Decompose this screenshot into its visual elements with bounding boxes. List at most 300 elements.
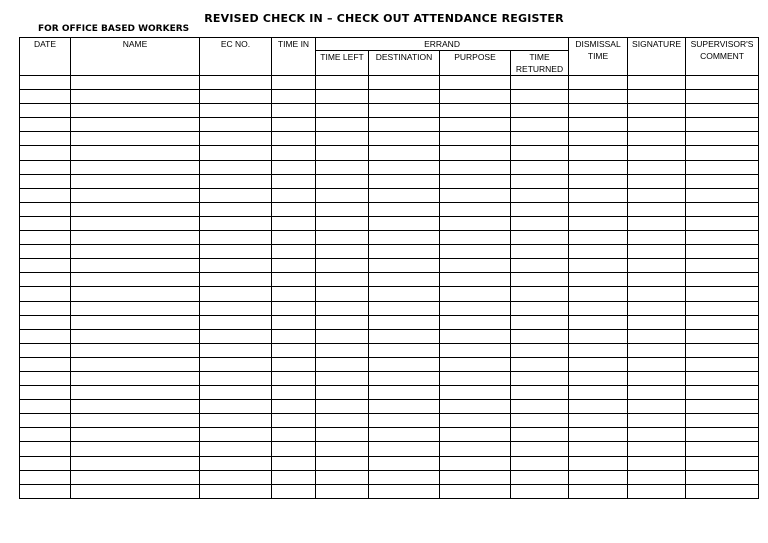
table-row (20, 202, 759, 216)
cell-dismissal-time (569, 76, 628, 90)
cell-signature (628, 202, 686, 216)
cell-dismissal-time (569, 104, 628, 118)
cell-ec-no (200, 259, 272, 273)
cell-name (71, 371, 200, 385)
cell-time-left (316, 470, 369, 484)
cell-date (20, 456, 71, 470)
table-row (20, 343, 759, 357)
cell-time-left (316, 329, 369, 343)
cell-date (20, 188, 71, 202)
cell-time-in (272, 414, 316, 428)
cell-time-returned (511, 202, 569, 216)
cell-dismissal-time (569, 470, 628, 484)
cell-ec-no (200, 301, 272, 315)
cell-time-left (316, 357, 369, 371)
cell-signature (628, 132, 686, 146)
table-row (20, 428, 759, 442)
cell-time-in (272, 202, 316, 216)
subheader-destination: DESTINATION (369, 51, 440, 76)
cell-time-returned (511, 456, 569, 470)
cell-purpose (440, 414, 511, 428)
cell-dismissal-time (569, 414, 628, 428)
cell-time-returned (511, 287, 569, 301)
table-row (20, 146, 759, 160)
cell-ec-no (200, 245, 272, 259)
cell-ec-no (200, 343, 272, 357)
cell-time-returned (511, 357, 569, 371)
cell-signature (628, 90, 686, 104)
table-row (20, 400, 759, 414)
cell-supervisor-comment (686, 287, 759, 301)
cell-time-returned (511, 315, 569, 329)
cell-purpose (440, 188, 511, 202)
cell-supervisor-comment (686, 484, 759, 498)
cell-time-in (272, 343, 316, 357)
cell-supervisor-comment (686, 273, 759, 287)
cell-name (71, 315, 200, 329)
cell-dismissal-time (569, 400, 628, 414)
table-row (20, 456, 759, 470)
table-row (20, 132, 759, 146)
cell-time-in (272, 357, 316, 371)
cell-purpose (440, 146, 511, 160)
cell-ec-no (200, 428, 272, 442)
cell-signature (628, 273, 686, 287)
table-row (20, 259, 759, 273)
cell-signature (628, 315, 686, 329)
cell-supervisor-comment (686, 216, 759, 230)
cell-time-left (316, 76, 369, 90)
cell-dismissal-time (569, 442, 628, 456)
cell-destination (369, 329, 440, 343)
cell-date (20, 414, 71, 428)
cell-time-returned (511, 160, 569, 174)
cell-date (20, 216, 71, 230)
cell-purpose (440, 315, 511, 329)
cell-time-returned (511, 371, 569, 385)
cell-date (20, 371, 71, 385)
cell-destination (369, 132, 440, 146)
subheader-time-returned: TIME RETURNED (511, 51, 569, 76)
cell-time-in (272, 301, 316, 315)
cell-destination (369, 428, 440, 442)
cell-supervisor-comment (686, 132, 759, 146)
cell-time-returned (511, 329, 569, 343)
cell-dismissal-time (569, 329, 628, 343)
cell-supervisor-comment (686, 470, 759, 484)
table-row (20, 414, 759, 428)
cell-destination (369, 414, 440, 428)
subheader-purpose: PURPOSE (440, 51, 511, 76)
cell-time-in (272, 400, 316, 414)
table-row (20, 329, 759, 343)
cell-name (71, 428, 200, 442)
cell-time-left (316, 484, 369, 498)
cell-supervisor-comment (686, 202, 759, 216)
attendance-register-table (19, 37, 759, 499)
cell-date (20, 287, 71, 301)
cell-time-returned (511, 118, 569, 132)
cell-supervisor-comment (686, 160, 759, 174)
cell-supervisor-comment (686, 386, 759, 400)
cell-name (71, 245, 200, 259)
register-title: REVISED CHECK IN – CHECK OUT ATTENDANCE REGISTER (204, 12, 564, 25)
cell-purpose (440, 174, 511, 188)
table-row (20, 216, 759, 230)
cell-dismissal-time (569, 90, 628, 104)
cell-dismissal-time (569, 132, 628, 146)
cell-ec-no (200, 442, 272, 456)
cell-purpose (440, 90, 511, 104)
cell-signature (628, 484, 686, 498)
cell-date (20, 442, 71, 456)
cell-name (71, 76, 200, 90)
cell-destination (369, 442, 440, 456)
cell-dismissal-time (569, 456, 628, 470)
cell-date (20, 484, 71, 498)
cell-signature (628, 146, 686, 160)
cell-purpose (440, 400, 511, 414)
cell-time-left (316, 174, 369, 188)
table-row (20, 484, 759, 498)
cell-purpose (440, 428, 511, 442)
cell-dismissal-time (569, 259, 628, 273)
cell-time-left (316, 216, 369, 230)
cell-supervisor-comment (686, 231, 759, 245)
cell-time-returned (511, 386, 569, 400)
cell-supervisor-comment (686, 245, 759, 259)
cell-name (71, 259, 200, 273)
cell-supervisor-comment (686, 442, 759, 456)
cell-time-left (316, 202, 369, 216)
cell-time-left (316, 301, 369, 315)
cell-name (71, 386, 200, 400)
table-row (20, 231, 759, 245)
cell-name (71, 273, 200, 287)
cell-time-left (316, 386, 369, 400)
cell-time-in (272, 273, 316, 287)
cell-time-in (272, 118, 316, 132)
header-signature: SIGNATURE (628, 38, 686, 76)
cell-time-returned (511, 484, 569, 498)
cell-time-returned (511, 428, 569, 442)
table-row (20, 76, 759, 90)
cell-time-left (316, 90, 369, 104)
cell-ec-no (200, 371, 272, 385)
cell-date (20, 315, 71, 329)
cell-destination (369, 456, 440, 470)
cell-dismissal-time (569, 484, 628, 498)
header-supervisor-comment: SUPERVISOR'S COMMENT (686, 38, 759, 76)
header-ec-no: EC NO. (200, 38, 272, 76)
cell-dismissal-time (569, 202, 628, 216)
cell-time-returned (511, 301, 569, 315)
cell-time-returned (511, 231, 569, 245)
cell-signature (628, 259, 686, 273)
cell-time-in (272, 470, 316, 484)
cell-time-returned (511, 132, 569, 146)
cell-destination (369, 104, 440, 118)
cell-date (20, 231, 71, 245)
cell-supervisor-comment (686, 259, 759, 273)
cell-signature (628, 188, 686, 202)
cell-purpose (440, 76, 511, 90)
cell-date (20, 76, 71, 90)
cell-name (71, 287, 200, 301)
cell-destination (369, 216, 440, 230)
cell-purpose (440, 386, 511, 400)
cell-time-in (272, 174, 316, 188)
cell-supervisor-comment (686, 146, 759, 160)
cell-ec-no (200, 315, 272, 329)
cell-destination (369, 287, 440, 301)
cell-date (20, 259, 71, 273)
cell-signature (628, 301, 686, 315)
cell-signature (628, 357, 686, 371)
cell-ec-no (200, 484, 272, 498)
register-subtitle: FOR OFFICE BASED WORKERS (38, 24, 190, 34)
cell-ec-no (200, 329, 272, 343)
cell-time-in (272, 90, 316, 104)
cell-dismissal-time (569, 371, 628, 385)
cell-dismissal-time (569, 174, 628, 188)
cell-supervisor-comment (686, 414, 759, 428)
cell-purpose (440, 259, 511, 273)
cell-supervisor-comment (686, 76, 759, 90)
cell-name (71, 414, 200, 428)
cell-time-left (316, 231, 369, 245)
cell-destination (369, 386, 440, 400)
cell-name (71, 357, 200, 371)
cell-supervisor-comment (686, 428, 759, 442)
cell-supervisor-comment (686, 456, 759, 470)
cell-purpose (440, 343, 511, 357)
cell-date (20, 400, 71, 414)
cell-dismissal-time (569, 273, 628, 287)
register-body (20, 76, 759, 499)
cell-destination (369, 259, 440, 273)
cell-ec-no (200, 118, 272, 132)
cell-name (71, 231, 200, 245)
cell-date (20, 90, 71, 104)
header-time-in: TIME IN (272, 38, 316, 76)
cell-time-returned (511, 442, 569, 456)
cell-date (20, 160, 71, 174)
table-row (20, 470, 759, 484)
table-row (20, 118, 759, 132)
cell-time-left (316, 245, 369, 259)
cell-destination (369, 202, 440, 216)
cell-purpose (440, 132, 511, 146)
cell-signature (628, 400, 686, 414)
cell-time-returned (511, 216, 569, 230)
cell-name (71, 470, 200, 484)
cell-supervisor-comment (686, 118, 759, 132)
cell-date (20, 357, 71, 371)
cell-date (20, 174, 71, 188)
cell-purpose (440, 470, 511, 484)
cell-destination (369, 357, 440, 371)
cell-signature (628, 386, 686, 400)
header-dismissal-time: DISMISSAL TIME (569, 38, 628, 76)
cell-purpose (440, 118, 511, 132)
cell-ec-no (200, 146, 272, 160)
cell-time-left (316, 259, 369, 273)
cell-ec-no (200, 386, 272, 400)
cell-time-in (272, 386, 316, 400)
cell-dismissal-time (569, 357, 628, 371)
cell-ec-no (200, 160, 272, 174)
table-row (20, 442, 759, 456)
cell-name (71, 301, 200, 315)
cell-time-in (272, 76, 316, 90)
cell-time-in (272, 188, 316, 202)
cell-signature (628, 174, 686, 188)
table-row (20, 273, 759, 287)
cell-date (20, 329, 71, 343)
cell-time-in (272, 216, 316, 230)
cell-date (20, 146, 71, 160)
cell-ec-no (200, 414, 272, 428)
cell-time-left (316, 456, 369, 470)
table-row (20, 386, 759, 400)
cell-signature (628, 216, 686, 230)
subheader-time-left: TIME LEFT (316, 51, 369, 76)
cell-name (71, 329, 200, 343)
cell-purpose (440, 371, 511, 385)
cell-signature (628, 231, 686, 245)
cell-signature (628, 245, 686, 259)
cell-destination (369, 484, 440, 498)
cell-destination (369, 245, 440, 259)
cell-purpose (440, 301, 511, 315)
cell-destination (369, 301, 440, 315)
cell-time-in (272, 132, 316, 146)
cell-time-in (272, 442, 316, 456)
cell-time-in (272, 259, 316, 273)
cell-purpose (440, 329, 511, 343)
cell-destination (369, 400, 440, 414)
cell-purpose (440, 357, 511, 371)
cell-signature (628, 442, 686, 456)
cell-time-in (272, 287, 316, 301)
cell-time-left (316, 273, 369, 287)
cell-destination (369, 273, 440, 287)
cell-name (71, 442, 200, 456)
cell-dismissal-time (569, 231, 628, 245)
cell-time-in (272, 484, 316, 498)
cell-destination (369, 343, 440, 357)
table-row (20, 357, 759, 371)
cell-name (71, 456, 200, 470)
cell-ec-no (200, 76, 272, 90)
cell-supervisor-comment (686, 315, 759, 329)
cell-time-returned (511, 146, 569, 160)
table-row (20, 90, 759, 104)
cell-name (71, 90, 200, 104)
cell-destination (369, 118, 440, 132)
cell-name (71, 400, 200, 414)
cell-dismissal-time (569, 146, 628, 160)
cell-time-returned (511, 273, 569, 287)
cell-time-left (316, 343, 369, 357)
cell-date (20, 132, 71, 146)
cell-date (20, 343, 71, 357)
cell-time-in (272, 245, 316, 259)
cell-ec-no (200, 357, 272, 371)
cell-date (20, 386, 71, 400)
cell-supervisor-comment (686, 104, 759, 118)
cell-name (71, 202, 200, 216)
cell-ec-no (200, 216, 272, 230)
cell-signature (628, 118, 686, 132)
cell-supervisor-comment (686, 174, 759, 188)
cell-date (20, 104, 71, 118)
cell-time-in (272, 428, 316, 442)
cell-dismissal-time (569, 188, 628, 202)
cell-signature (628, 428, 686, 442)
cell-date (20, 428, 71, 442)
cell-destination (369, 160, 440, 174)
cell-destination (369, 470, 440, 484)
cell-dismissal-time (569, 287, 628, 301)
cell-destination (369, 231, 440, 245)
table-row (20, 174, 759, 188)
cell-name (71, 146, 200, 160)
cell-signature (628, 76, 686, 90)
table-row (20, 160, 759, 174)
cell-signature (628, 470, 686, 484)
cell-ec-no (200, 470, 272, 484)
cell-dismissal-time (569, 343, 628, 357)
table-row (20, 301, 759, 315)
cell-ec-no (200, 231, 272, 245)
cell-time-left (316, 104, 369, 118)
cell-ec-no (200, 132, 272, 146)
cell-time-left (316, 146, 369, 160)
cell-time-left (316, 160, 369, 174)
cell-time-in (272, 456, 316, 470)
cell-time-left (316, 188, 369, 202)
cell-supervisor-comment (686, 343, 759, 357)
cell-signature (628, 104, 686, 118)
cell-time-in (272, 329, 316, 343)
cell-purpose (440, 216, 511, 230)
cell-date (20, 470, 71, 484)
table-row (20, 104, 759, 118)
cell-time-returned (511, 470, 569, 484)
cell-ec-no (200, 202, 272, 216)
cell-name (71, 216, 200, 230)
cell-purpose (440, 231, 511, 245)
cell-time-returned (511, 400, 569, 414)
cell-purpose (440, 245, 511, 259)
cell-date (20, 118, 71, 132)
cell-destination (369, 174, 440, 188)
header-errand: ERRAND (316, 38, 569, 51)
cell-ec-no (200, 456, 272, 470)
cell-date (20, 202, 71, 216)
cell-time-left (316, 414, 369, 428)
cell-dismissal-time (569, 216, 628, 230)
header-date: DATE (20, 38, 71, 76)
cell-dismissal-time (569, 428, 628, 442)
cell-time-left (316, 400, 369, 414)
cell-destination (369, 90, 440, 104)
table-row (20, 315, 759, 329)
cell-name (71, 343, 200, 357)
cell-dismissal-time (569, 245, 628, 259)
